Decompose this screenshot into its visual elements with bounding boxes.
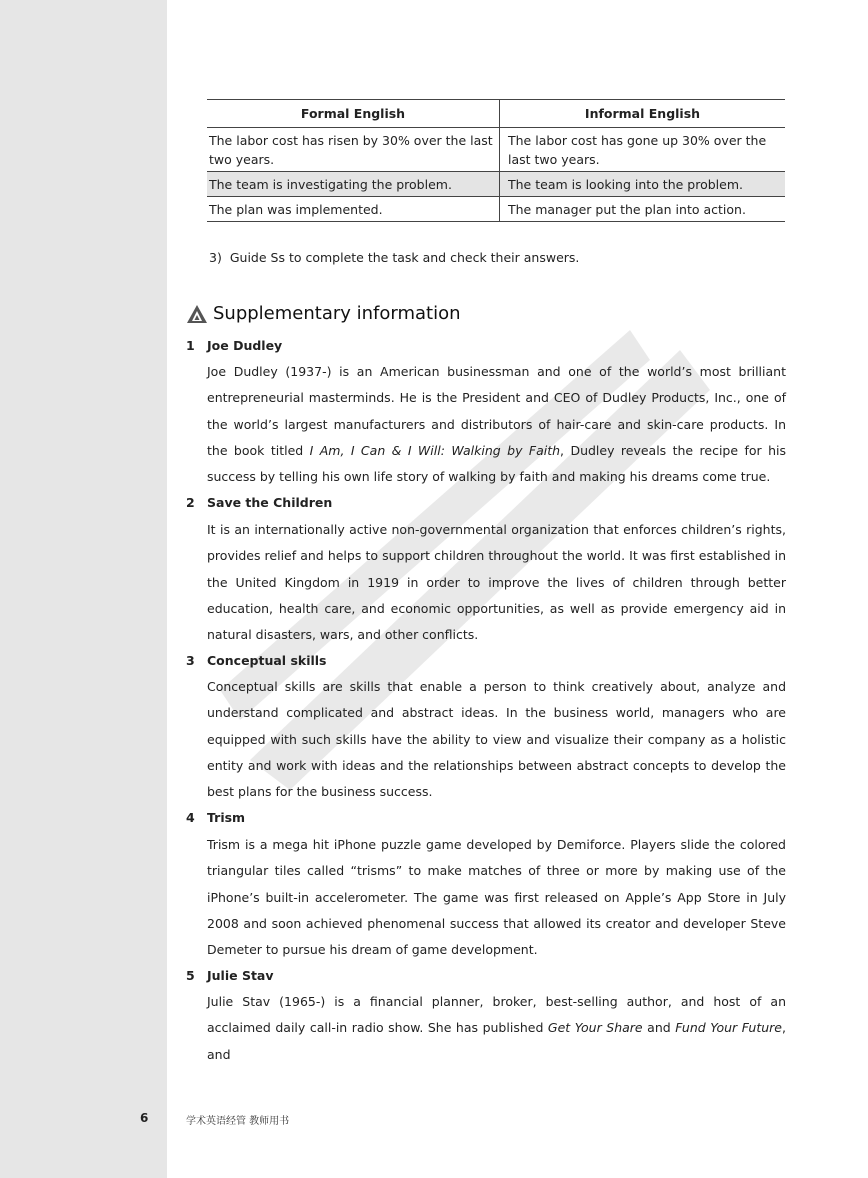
item-number: 1	[186, 338, 195, 353]
item-heading	[186, 653, 327, 668]
table-header-row	[207, 100, 785, 128]
item-number: 3	[186, 653, 195, 668]
item-title: Julie Stav	[207, 968, 274, 983]
book-title: Fund Your Future	[675, 1020, 783, 1036]
item-text: , and	[207, 1020, 786, 1062]
left-margin-strip	[0, 0, 167, 1178]
table-cell: The team is looking into the problem.	[500, 172, 786, 197]
item-title: Trism	[207, 810, 246, 825]
step-text: Guide Ss to complete the task and check their answers.	[229, 250, 580, 265]
item-body: It is an internationally active non-governmental organization that enforces children’s rights, provides relief and helps to support children throughout the world. It was first established in the United Kingdom in 1919 in order to improve the lives of children through better education, health care, and economic opportunities, as well as provide emergency aid in natural disasters, wars, and other conflicts.	[207, 522, 786, 643]
page-number: 6	[140, 1111, 149, 1125]
item-title: Conceptual skills	[207, 653, 327, 668]
item-body: Trism is a mega hit iPhone puzzle game developed by Demiforce. Players slide the colored triangular tiles called “trisms” to make matches of three or more by making use of the iPhone’s built-in accelerometer. The game was first released on Apple’s App Store in July 2008 and soon achieved phenomenal success that allowed its creator and developer Steve Demeter to pursue his dream of game development.	[207, 837, 786, 958]
item-number: 5	[186, 968, 195, 983]
table-row	[207, 128, 785, 172]
item-text: Joe Dudley (1937-) is an American businessman and one of the world’s most brilliant entrepreneurial masterminds. He is the President and CEO of Dudley Products, Inc., one of the world’s largest manufacturers and distributors of hair-care and skin-care products. In the book titled	[207, 364, 786, 458]
table-header-formal: Formal English	[207, 100, 500, 128]
formal-informal-table	[207, 99, 785, 222]
item-number: 4	[186, 810, 195, 825]
table-row	[207, 172, 785, 197]
item-number: 2	[186, 495, 195, 510]
step-instruction	[209, 250, 579, 265]
item-text: Julie Stav (1965-) is a financial planner, broker, best-selling author, and host of an acclaimed daily call-in radio show. She has published	[207, 994, 786, 1036]
item-body	[207, 989, 786, 1068]
item-title: Save the Children	[207, 495, 333, 510]
table-cell: The labor cost has risen by 30% over the last two years.	[207, 128, 500, 172]
item-text: , Dudley reveals the recipe for his success by telling his own life story of walking by faith and making his dreams come true.	[207, 442, 786, 485]
section-title: Supplementary information	[213, 303, 461, 324]
footer-book-title: 学术英语经管 教师用书	[186, 1116, 290, 1127]
table-row	[207, 197, 785, 222]
table-header-informal: Informal English	[500, 100, 786, 128]
item-title: Joe Dudley	[207, 338, 283, 353]
section-heading	[186, 303, 461, 324]
table-cell: The labor cost has gone up 30% over the last two years.	[500, 128, 786, 172]
book-title: Get Your Share	[547, 1020, 643, 1036]
table-cell: The plan was implemented.	[207, 197, 500, 222]
book-title: I Am, I Can & I Will: Walking by Faith	[309, 442, 561, 458]
triangle-logo-icon	[186, 304, 208, 324]
item-heading	[186, 495, 332, 510]
item-body	[207, 359, 786, 490]
item-text: and	[642, 1020, 676, 1036]
table-cell: The manager put the plan into action.	[500, 197, 786, 222]
item-body: Conceptual skills are skills that enable a person to think creatively about, analyze and understand complicated and abstract ideas. In the business world, managers who are equipped with such skills have the ability to view and visualize their company as a holistic entity and work with ideas and the relationships between abstract concepts to develop the best plans for the business success.	[207, 679, 786, 800]
item-heading	[186, 810, 245, 825]
step-number: 3)	[209, 250, 222, 265]
item-heading	[186, 338, 282, 353]
item-heading	[186, 968, 274, 983]
table-cell: The team is investigating the problem.	[207, 172, 500, 197]
